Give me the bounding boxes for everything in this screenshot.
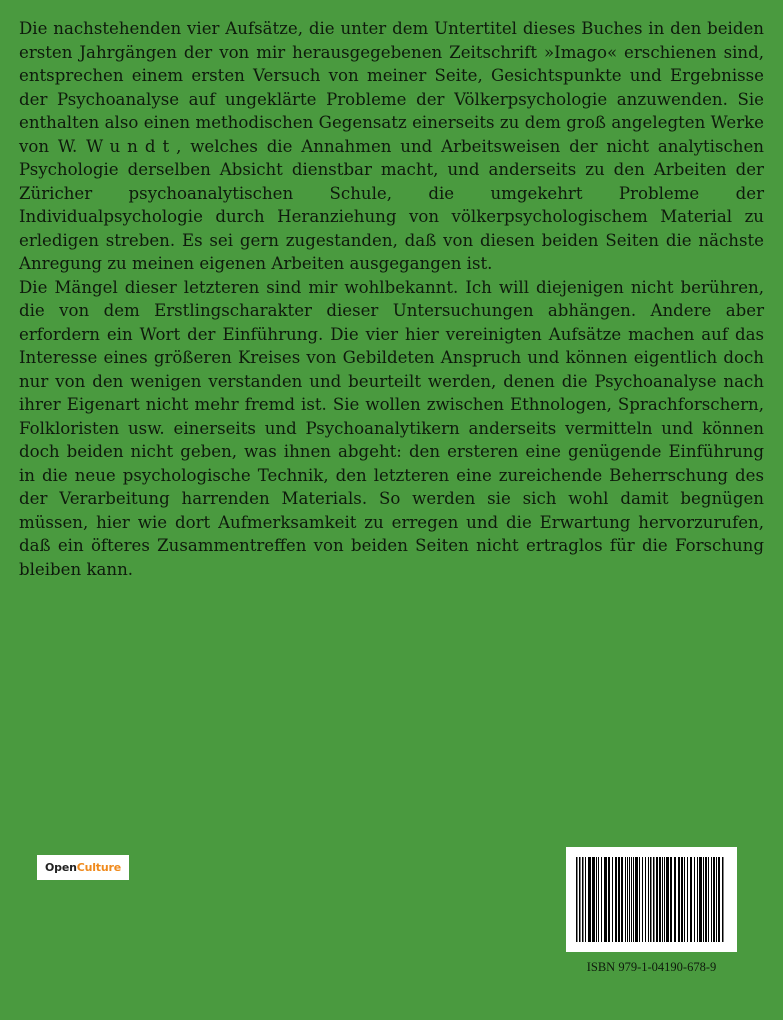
barcode-bar (588, 857, 591, 942)
logo-text-culture: Culture (76, 861, 121, 874)
barcode-bar (694, 857, 695, 942)
barcode-bar (711, 857, 712, 942)
barcode-bar (633, 857, 634, 942)
barcode-bar (690, 857, 692, 942)
barcode-bar (608, 857, 610, 942)
barcode-bar (635, 857, 638, 942)
barcode-bars (576, 857, 727, 942)
barcode-bar (659, 857, 661, 942)
barcode-bar (716, 857, 717, 942)
barcode-bar (642, 857, 643, 942)
paragraph-intro-rest: , welches die Annahmen und Arbeitsweisen der nicht analytischen Psychologie derselben Absicht dienstbar macht, und anderseits zu den Arbeiten der Züricher psychoanalytischen Schule, die umgekehrt Probleme der Individualpsychologie durch Heranziehung von völkerpsychologischem Material zu erledigen streben. Es sei gern zugestanden, daß von diesen beiden Seiten die nächste Anregung zu meinen eigenen Arbeiten ausgegangen ist. (19, 136, 764, 273)
barcode-bar (656, 857, 658, 942)
barcode-bar (601, 857, 602, 942)
barcode-bar (627, 857, 628, 942)
barcode-bar (708, 857, 709, 942)
barcode-bar (582, 857, 584, 942)
barcode-bar (621, 857, 623, 942)
barcode-bar (598, 857, 599, 942)
barcode-bar (687, 857, 688, 942)
barcode-bar (705, 857, 707, 942)
barcode-bar (576, 857, 578, 942)
barcode-bar (604, 857, 607, 942)
barcode-bar (625, 857, 626, 942)
barcode-bar (612, 857, 613, 942)
barcode-bar (713, 857, 715, 942)
barcode-bar (639, 857, 640, 942)
barcode-bar (631, 857, 632, 942)
barcode-bar (670, 857, 672, 942)
barcode-bar (645, 857, 646, 942)
back-cover-text (19, 17, 764, 581)
barcode-bar (648, 857, 649, 942)
barcode-bar (615, 857, 617, 942)
author-name-wundt: Wundt (86, 136, 177, 156)
barcode-bar (629, 857, 630, 942)
barcode-bar (722, 857, 724, 942)
barcode-bar (678, 857, 680, 942)
barcode-bar (697, 857, 698, 942)
barcode-bar (592, 857, 595, 942)
publisher-logo (37, 855, 129, 880)
barcode-bar (596, 857, 597, 942)
paragraph-intro-lead: Die nachstehenden vier Aufsätze, die unter dem Untertitel dieses Buches in den beiden ersten Jahrgängen der von mir herausgegebenen Zeitschrift »Imago« erschienen sind, entsprechen einem ersten Versuch von meiner Seite, Gesichtspunkte und Ergebnisse der Psychoanalyse auf ungeklärte Probleme der Völkerpsychologie anzuwenden. Sie enthalten also einen methodischen Gegensatz einerseits zu dem groß angelegten Werke von W. (19, 19, 764, 156)
barcode-bar (585, 857, 586, 942)
barcode-bar (653, 857, 655, 942)
paragraph-intro (19, 17, 764, 276)
barcode-bar (666, 857, 669, 942)
logo-text-open: Open (45, 861, 77, 874)
barcode-bar (662, 857, 663, 942)
barcode-bar (718, 857, 720, 942)
barcode-bar (681, 857, 683, 942)
barcode-bar (674, 857, 676, 942)
barcode-bar (618, 857, 620, 942)
isbn-label: ISBN 979-1-04190-678-9 (586, 960, 717, 974)
barcode (566, 847, 737, 952)
barcode-bar (664, 857, 665, 942)
paragraph-deficiencies: Die Mängel dieser letzteren sind mir wohlbekannt. Ich will diejenigen nicht berühren, die von dem Erstlingscharakter dieser Untersuchungen abhängen. Andere aber erfordern ein Wort der Einführung. Die vier hier vereinigten Aufsätze machen auf das Interesse eines größeren Kreises von Gebildeten Anspruch und können eigentlich doch nur von den wenigen verstanden und beurteilt werden, denen die Psychoanalyse nach ihrer Eigenart nicht mehr fremd ist. Sie wollen zwischen Ethnologen, Sprachforschern, Folkloristen usw. einerseits und Psychoanalytikern anderseits vermitteln und können doch beiden nicht geben, was ihnen abgeht: den ersteren eine genügende Einführung in die neue psychologische Technik, den letzteren eine zureichende Beherrschung des der Verarbeitung harrenden Materials. So werden sie sich wohl damit begnügen müssen, hier wie dort Aufmerksamkeit zu erregen und die Erwartung hervorzurufen, daß ein öfteres Zusammentreffen von beiden Seiten nicht ertraglos für die Forschung bleiben kann. (19, 277, 764, 579)
barcode-bar (699, 857, 702, 942)
barcode-bar (579, 857, 581, 942)
barcode-bar (703, 857, 704, 942)
barcode-bar (684, 857, 685, 942)
barcode-bar (650, 857, 652, 942)
